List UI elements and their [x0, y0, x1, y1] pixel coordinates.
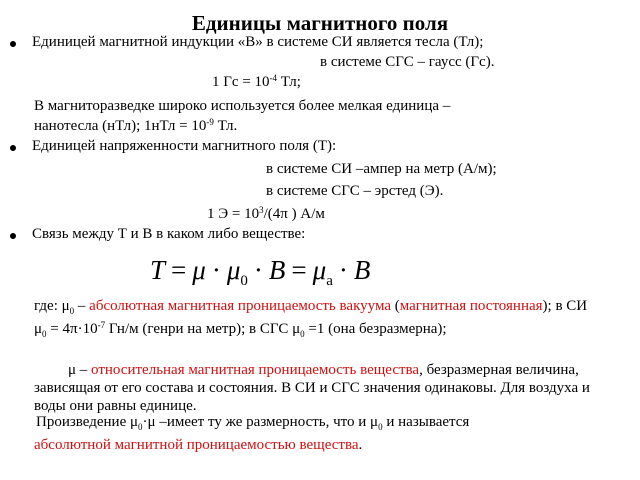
para-mua-definition: Произведение $\mu_0\cdot\mu$ –имеет ту же размерность, что и $\mu_0$ и называется абсолютной магнитной проницаемостью вещества.	[34, 414, 470, 453]
bullet2-line1: Единицей напряженности магнитного поля (Т):	[32, 138, 337, 154]
bullet-dot	[10, 145, 16, 151]
formula: $T = \mu \cdot \mu_0 \cdot B = \mu_a \cdot B$	[150, 255, 371, 289]
bullet2-line3: в системе СГС – эрстед (Э).	[266, 183, 444, 199]
bullet1-line2: в системе СГС – гаусс (Гс).	[320, 54, 495, 70]
bullet1-line4: В магниторазведке широко используется более мелкая единица –	[34, 98, 451, 114]
bullet1-line1: Единицей магнитной индукции «В» в системе СИ является тесла (Тл);	[32, 34, 484, 50]
para-mu0-definition: где: $\mu_0$ – абсолютная магнитная проницаемость вакуума (магнитная постоянная); в СИ $\mu_0 = 4\pi\cdot 10^{-7}$ Гн/м (генри на метр); в СГС $\mu_0 =1$ (она безразмерна);	[34, 298, 588, 339]
bullet2-oersted-conversion: 1 $Э = 10^3/(4\pi$ ) А/м	[207, 205, 325, 222]
bullet3-line1: Связь между Т и В в каком либо веществе:	[32, 226, 306, 242]
bullet-dot	[10, 41, 16, 47]
bullet1-nanotesla: нанотесла (нТл); $1нТл = 10^{-9}$ Тл.	[34, 117, 238, 134]
para-mu-definition: μ – относительная магнитная проницаемость вещества, безразмерная величина, зависящая от его состава и состояния. В СИ и СГС значения одинаковы. Для воздуха и воды они равны единице.	[34, 362, 590, 414]
bullet-dot	[10, 233, 16, 239]
page-title: Единицы магнитного поля	[191, 11, 449, 35]
bullet1-gauss-conversion: 1 Гс = $10^{-4}$ Тл;	[212, 73, 301, 90]
bullet2-line2: в системе СИ –ампер на метр (А/м);	[266, 161, 497, 177]
